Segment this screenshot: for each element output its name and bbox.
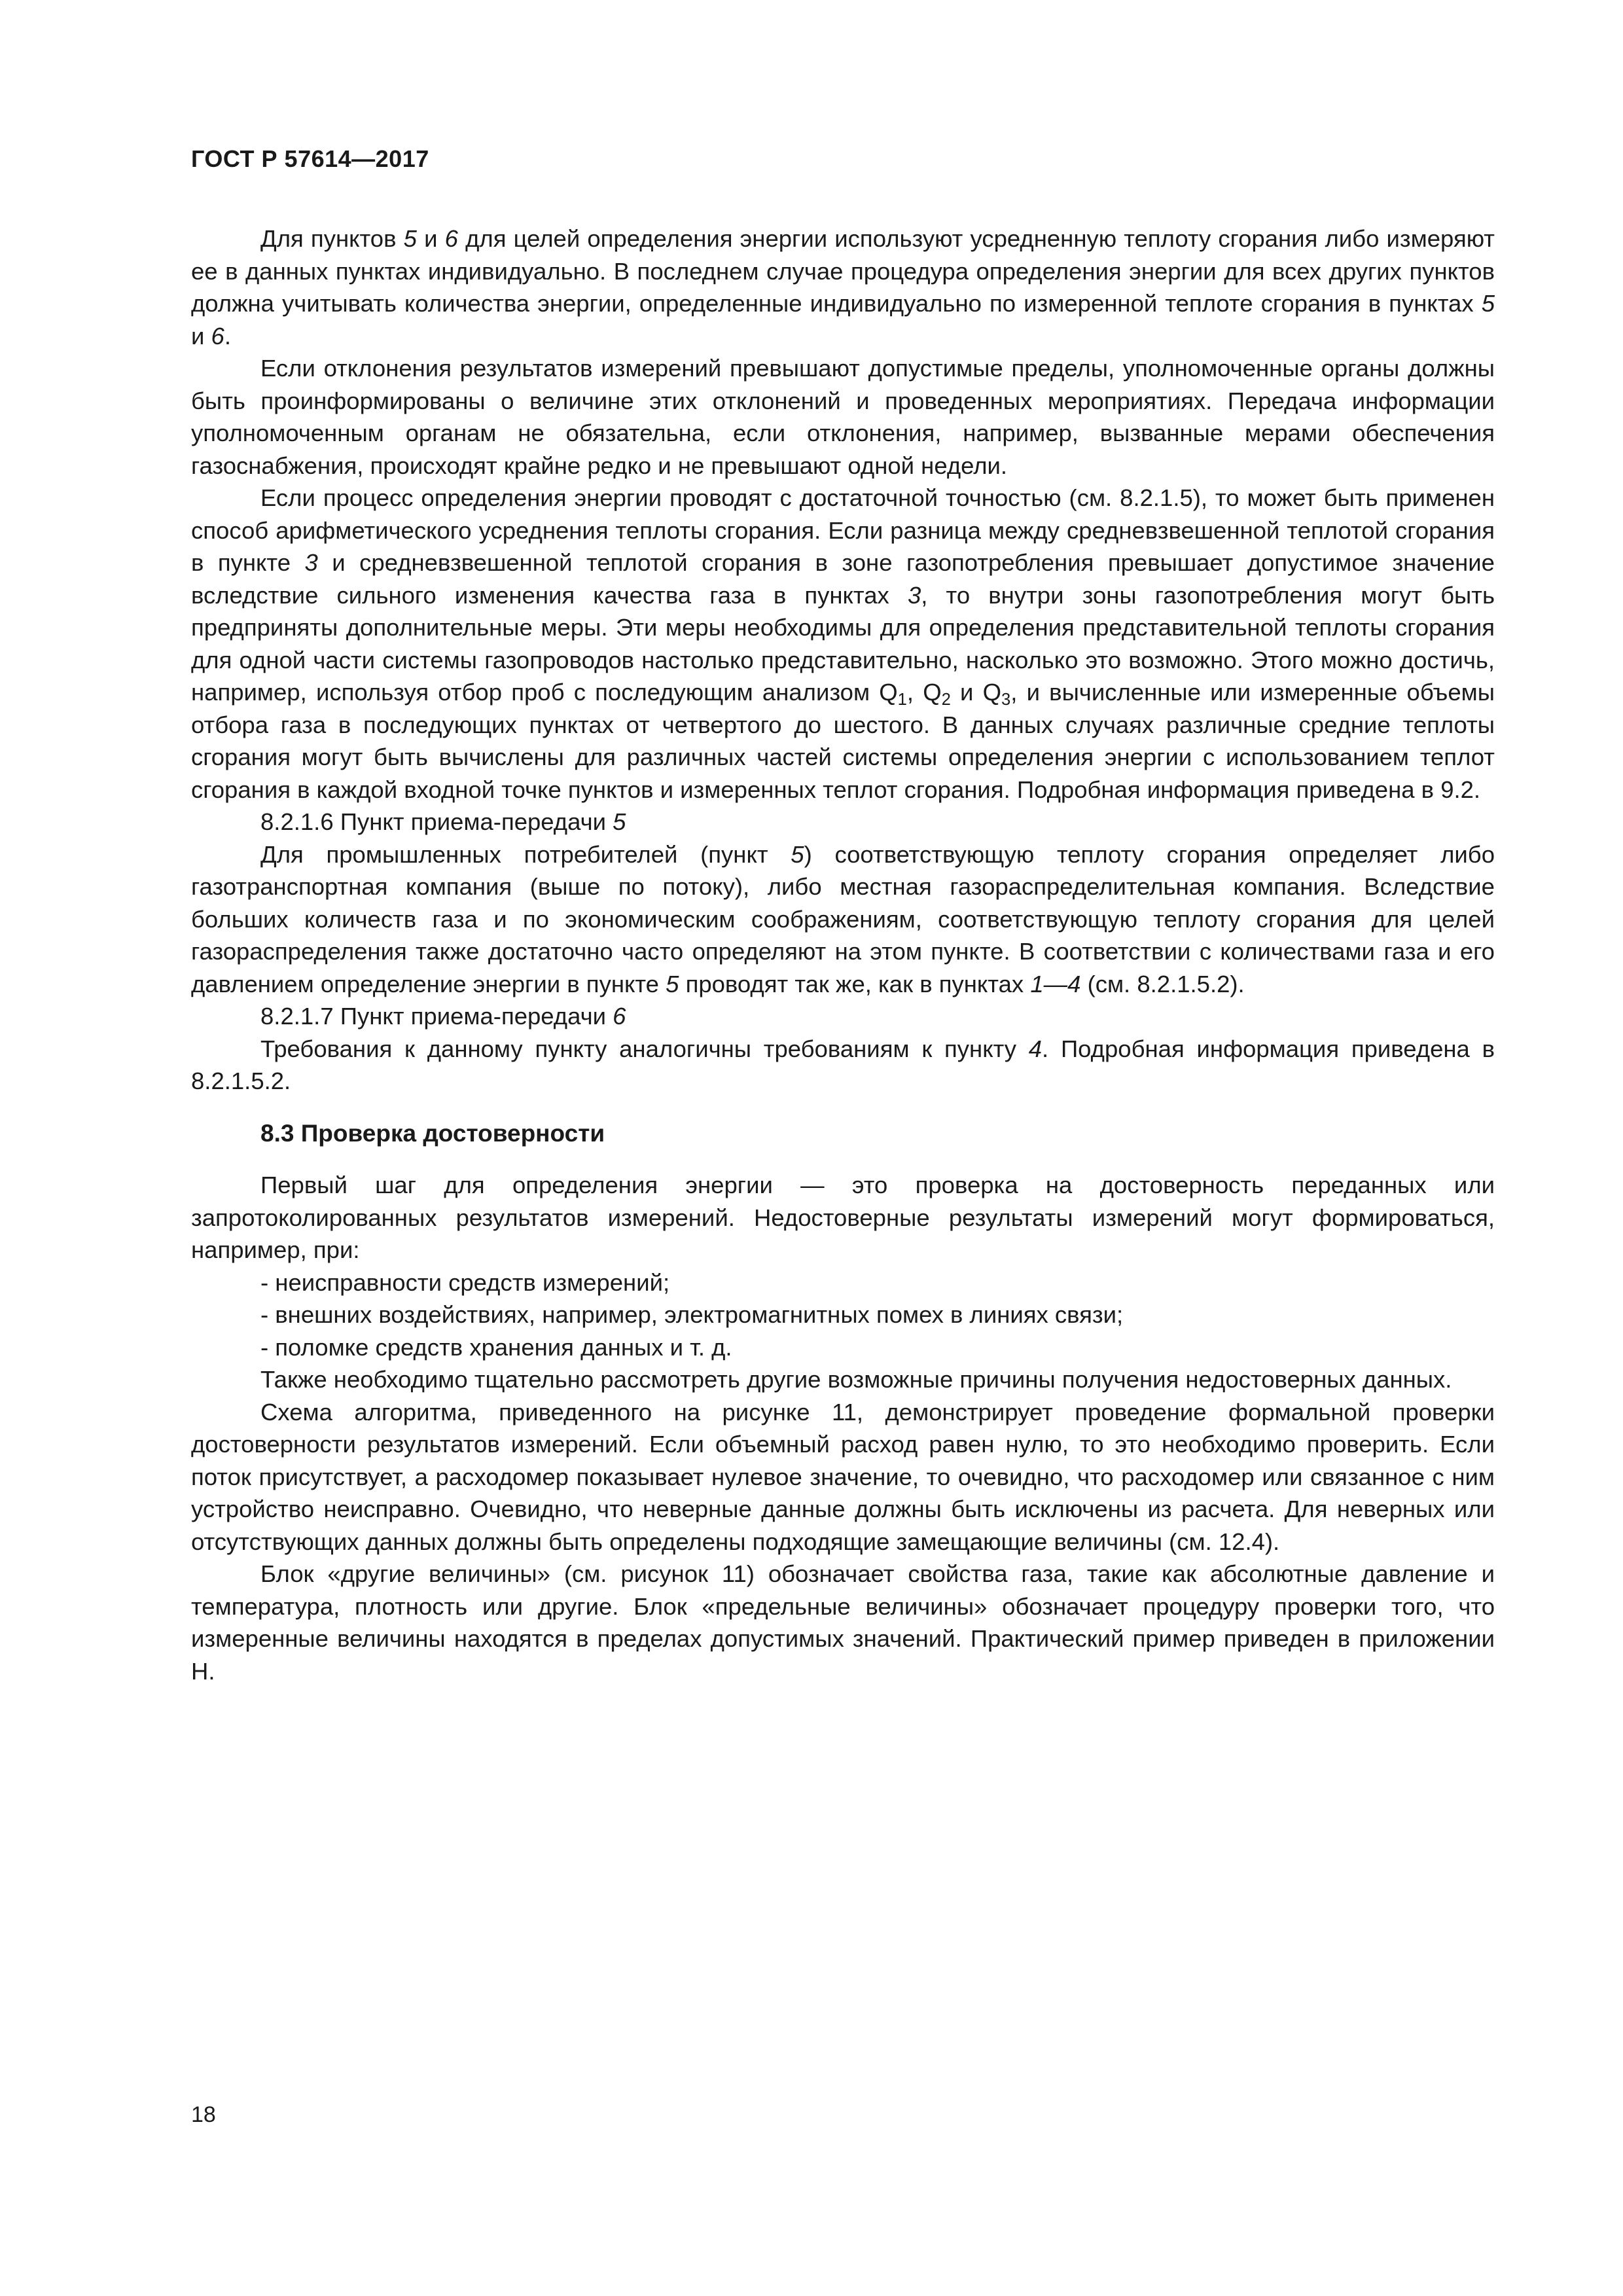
list-item: - внешних воздействиях, например, электромагнитных помех в линиях связи; (260, 1301, 1124, 1328)
paragraph-algorithm-scheme: Схема алгоритма, приведенного на рисунке 11, демонстрирует проведение формальной проверки достоверности результатов измерений. Если объемный расход равен нулю, то это необходимо проверить. Если поток присутствует, а расходомер показывает нулевое значение, то очевидно, что расходомер или связанное с ним устройство неисправно. Очевидно, что неверные данные должны быть исключены из расчета. Для неверных или отсутствующих данных должны быть определены подходящие замещающие величины (см. 12.4). (191, 1398, 1495, 1555)
paragraph-blocks-description: Блок «другие величины» (см. рисунок 11) обозначает свойства газа, такие как абсолютные давление и температура, плотность или другие. Блок «предельные величины» обозначает процедуру проверки того, что измеренные величины находятся в пределах допустимых значений. Практический пример приведен в приложении Н. (191, 1560, 1495, 1685)
paragraph-points-5-6: Для пунктов 5 и 6 для целей определения энергии используют усредненную теплоту сгорания либо измеряют ее в данных пунктах индивидуально. В последнем случае процедура определения энергии для всех других пунктов должна учитывать количества энергии, определенные индивидуально по измеренной теплоте сгорания в пунктах 5 и 6. (191, 225, 1495, 350)
subsection-heading-8-2-1-6: 8.2.1.6 Пункт приема-передачи 5 (260, 808, 626, 835)
document-code-header: ГОСТ Р 57614—2017 (191, 145, 429, 172)
paragraph-other-causes: Также необходимо тщательно рассмотреть другие возможные причины получения недостоверных данных. (260, 1366, 1452, 1393)
section-title-8-3: 8.3 Проверка достоверности (260, 1119, 605, 1147)
paragraph-point-6-requirements: Требования к данному пункту аналогичны требованиям к пункту 4. Подробная информация приведена в 8.2.1.5.2. (191, 1035, 1495, 1094)
paragraph-deviations: Если отклонения результатов измерений превышают допустимые пределы, уполномоченные органы должны быть проинформированы о величине этих отклонений и проведенных мероприятиях. Передача информации уполномоченным органам не обязательна, если отклонения, например, вызванные мерами обеспечения газоснабжения, происходят крайне редко и не превышают одной недели. (191, 355, 1495, 479)
paragraph-industrial-consumers: Для промышленных потребителей (пункт 5) соответствующую теплоту сгорания определяет либо газотранспортная компания (выше по потоку), либо местная газораспределительная компания. Вследствие больших количеств газа и по экономическим соображениям, соответствующую теплоту сгорания для целей газораспределения также достаточно часто определяют на этом пункте. В соответствии с количествами газа и его давлением определение энергии в пункте 5 проводят так же, как в пунктах 1—4 (см. 8.2.1.5.2). (191, 840, 1495, 997)
subsection-heading-8-2-1-7: 8.2.1.7 Пункт приема-передачи 6 (260, 1003, 626, 1030)
list-item: - неисправности средств измерений; (260, 1268, 670, 1296)
page-number: 18 (191, 2102, 216, 2127)
paragraph-averaging: Если процесс определения энергии проводят с достаточной точностью (см. 8.2.1.5), то может быть применен способ арифметического усреднения теплоты сгорания. Если разница между средневзвешенной теплотой сгорания в пункте 3 и средневзвешенной теплотой сгорания в зоне газопотребления превышает допустимое значение вследствие сильного изменения качества газа в пунктах 3, то внутри зоны газопотребления могут быть предприняты дополнительные меры. Эти меры необходимы для определения представительной теплоты сгорания для одной части системы газопроводов настолько представительно, насколько это возможно. Этого можно достичь, например, используя отбор проб с последующим анализом $Q_1$, $Q_2$ и $Q_3$, и вычисленные или измеренные объемы отбора газа в последующих пунктах от четвертого до шестого. В данных случаях различные средние теплоты сгорания могут быть вычислены для различных частей системы определения энергии с использованием теплот сгорания в каждой входной точке пунктов и измеренных теплот сгорания. Подробная информация приведена в 9.2. (191, 484, 1495, 803)
list-item: - поломке средств хранения данных и т. д. (260, 1333, 732, 1361)
paragraph-first-step: Первый шаг для определения энергии — это проверка на достоверность переданных или запротоколированных результатов измерений. Недостоверные результаты измерений могут формироваться, например, при: (191, 1172, 1495, 1263)
document-body (191, 223, 1495, 1687)
